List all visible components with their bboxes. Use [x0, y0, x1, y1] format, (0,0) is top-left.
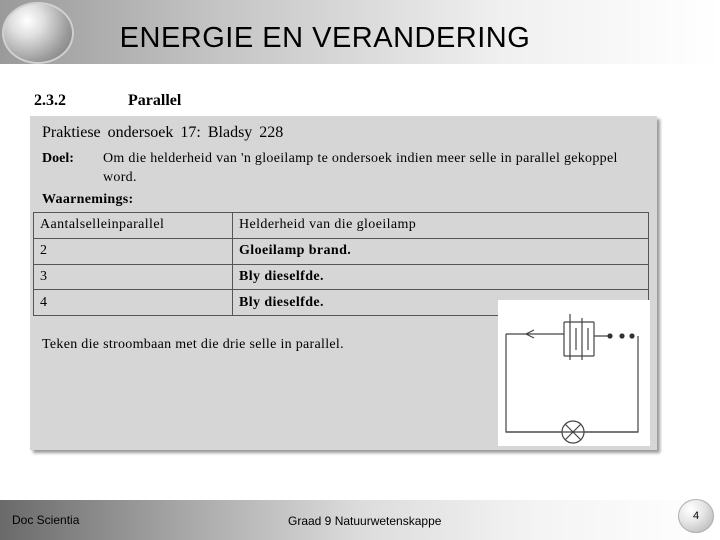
goal-text: Om die helderheid van 'n gloeilamp te ondersoek indien meer selle in parallel gekoppel word. — [103, 151, 618, 185]
footer-brand: Doc Scientia — [12, 513, 80, 527]
page-number-badge — [678, 499, 714, 533]
investigation-title: Praktiese ondersoek 17: Bladsy 228 — [42, 124, 284, 141]
table-header-row — [34, 213, 649, 239]
table-header-cell: Aantalselleinparallel — [34, 213, 233, 239]
table-row — [34, 264, 649, 290]
section-number: 2.3.2 — [34, 92, 66, 109]
switch-dot-icon — [607, 333, 612, 338]
page-title: ENERGIE EN VERANDERING — [119, 22, 531, 54]
table-row — [34, 238, 649, 264]
drawing-instruction: Teken die stroombaan met die drie selle in parallel. — [42, 337, 344, 352]
table-cell: Gloeilamp brand. — [233, 238, 649, 264]
parallel-cell-frame — [564, 322, 594, 356]
table-cell: 2 — [34, 238, 233, 264]
circuit-diagram — [498, 300, 650, 446]
section-name: Parallel — [128, 92, 182, 109]
table-cell: Bly dieselfde. — [233, 264, 649, 290]
cell-plates — [570, 318, 588, 360]
footer-course: Graad 9 Natuurwetenskappe — [288, 514, 442, 528]
table-header-cell: Helderheid van die gloeilamp — [233, 213, 649, 239]
switch-dot-icon — [619, 333, 624, 338]
table-cell: 4 — [34, 290, 233, 316]
page-number: 4 — [692, 510, 700, 522]
switch-dot-icon — [629, 333, 634, 338]
table-cell: Bly dieselfde. — [233, 290, 649, 316]
circuit-wire-loop — [506, 334, 638, 432]
table-cell: 3 — [34, 264, 233, 290]
observations-label: Waarnemings: — [42, 192, 134, 207]
goal-label: Doel: — [42, 151, 74, 166]
